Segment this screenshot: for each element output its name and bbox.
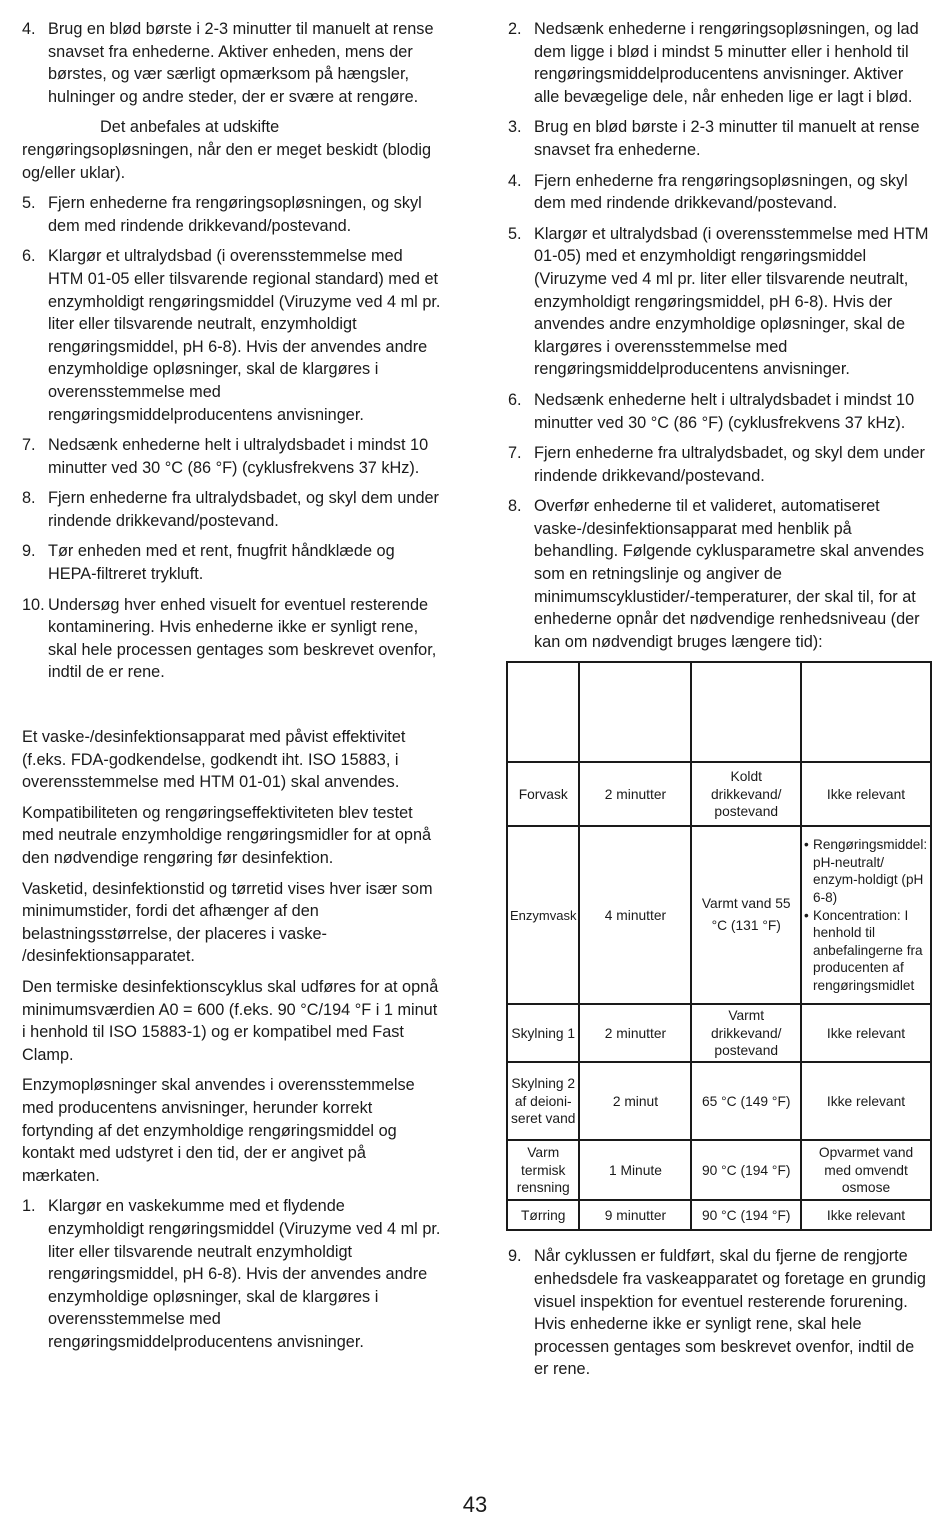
table-cell: 90 °C (194 °F) xyxy=(691,1200,801,1230)
item-text: Klargør et ultralydsbad (i overensstemmelse med HTM 01-05 eller tilsvarende regional standard) med et enzymholdigt rengøringsmiddel (Viruzyme ved 4 ml pr. liter eller tilsvarende neutralt, enzymholdigt rengøringsmiddel, pH 6-8). Hvis der anvendes andre enzymholdige opløsninger, skal de klargøres i overensstemmelse med rengøringsmiddelproducentens anvisninger. xyxy=(48,247,441,424)
left-column xyxy=(22,18,442,1361)
table-row xyxy=(507,762,931,826)
list-item xyxy=(508,223,932,381)
table-cell: Tørring xyxy=(507,1200,579,1230)
paragraph: Et vaske-/desinfektionsapparat med påvist effektivitet (f.eks. FDA-godkendelse, godkendt iht. ISO 15883, i overensstemmelse med HTM 01-01) skal anvendes. xyxy=(22,728,406,792)
right-column xyxy=(508,18,932,1389)
table-cell xyxy=(801,826,931,1004)
item-number: 5. xyxy=(22,194,36,213)
table-cell: Forvask xyxy=(507,762,579,826)
list-item xyxy=(22,192,442,237)
list-item xyxy=(22,594,442,684)
list-item xyxy=(508,1245,932,1381)
list-item xyxy=(22,1195,442,1353)
page-number: 43 xyxy=(462,1492,488,1517)
list-item xyxy=(22,434,442,479)
bullet-text: Rengøringsmiddel: pH-neutralt/ enzym-holdigt (pH 6-8) xyxy=(813,837,928,906)
bullet-icon: • xyxy=(804,907,809,923)
item-text: Overfør enhederne til et valideret, automatiseret vaske-/desinfektionsapparat med henblik på behandling. Følgende cyklusparametre skal anvendes som en retningslinje og angiver de minimumscyklustider/-temperaturer, der skal til, for at enhederne opnår det nødvendige renhedsniveau (der kan om nødvendigt bruges længere tid): xyxy=(534,497,925,651)
header-cell xyxy=(507,662,579,762)
table-cell: Ikke relevant xyxy=(801,1200,931,1230)
list-item xyxy=(22,245,442,426)
item-number: 8. xyxy=(22,489,36,508)
table-cell: Ikke relevant xyxy=(801,762,931,826)
table-cell: 65 °C (149 °F) xyxy=(691,1062,801,1140)
table-cell: 4 minutter xyxy=(579,826,691,1004)
item-number: 9. xyxy=(508,1247,522,1266)
item-number: 5. xyxy=(508,224,522,243)
list-item xyxy=(22,540,442,585)
table-row xyxy=(507,1004,931,1062)
item-text: Fjern enhederne fra ultralydsbadet, og skyl dem under rindende drikkevand/postevand. xyxy=(534,444,925,485)
table-row xyxy=(507,1140,931,1200)
item-text: Når cyklussen er fuldført, skal du fjerne de rengjorte enhedsdele fra vaskeapparatet og foretage en grundig visuel inspektion for eventuel resterende forurening. Hvis enhederne ikke er synligt rene, skal hele processen gentages som beskrevet ovenfor, indtil de er rene. xyxy=(534,1247,926,1379)
table-cell: 2 minutter xyxy=(579,762,691,826)
table-cell: Ikke relevant xyxy=(801,1062,931,1140)
item-number: 3. xyxy=(508,118,522,137)
table-cell: Enzymvask xyxy=(507,826,579,1004)
paragraph: Den termiske desinfektionscyklus skal udføres for at opnå minimumsværdien A0 = 600 (f.eks. 90 °C/194 °F i 1 minut i henhold til ISO 15883-1) og er kompatibel med Fast Clamp. xyxy=(22,977,439,1064)
table-header-row xyxy=(507,662,931,762)
list-item xyxy=(508,116,932,161)
paragraph: Vasketid, desinfektionstid og tørretid vises hver især som minimumstider, fordi det afhænger af den belastningsstørrelse, der placeres i vaske- /desinfektionsapparatet. xyxy=(22,879,433,966)
item-number: 9. xyxy=(22,542,36,561)
table-cell: Opvarmet vand med omvendt osmose xyxy=(801,1140,931,1200)
table-cell: Varm termisk rensning xyxy=(507,1140,579,1200)
table-cell: Ikke relevant xyxy=(801,1004,931,1062)
item-number: 6. xyxy=(22,247,36,266)
paragraph: Kompatibiliteten og rengøringseffektiviteten blev testet med neutrale enzymholdige rengøringsmidler for at opnå den nødvendige rengøring før desinfektion. xyxy=(22,803,432,867)
item-text: Fjern enhederne fra rengøringsopløsningen, og skyl dem med rindende drikkevand/postevand. xyxy=(48,194,422,235)
table-cell: 2 minutter xyxy=(579,1004,691,1062)
list-item xyxy=(22,18,442,108)
bullet-item xyxy=(804,836,928,906)
item-text: Undersøg hver enhed visuelt for eventuel resterende kontaminering. Hvis enhederne ikke er synligt rene, skal hele processen gentages som beskrevet ovenfor, indtil de er rene. xyxy=(48,595,437,682)
item-number: 4. xyxy=(508,171,522,190)
bullet-item xyxy=(804,907,928,995)
note-paragraph: Det anbefales at udskifte rengøringsopløsningen, når den er meget beskidt (blodig og/eller uklar). xyxy=(22,118,432,182)
item-text: Fjern enhederne fra ultralydsbadet, og skyl dem under rindende drikkevand/postevand. xyxy=(48,489,439,530)
item-text: Nedsænk enhederne helt i ultralydsbadet i mindst 10 minutter ved 30 °C (86 °F) (cyklusfrekvens 37 kHz). xyxy=(534,390,915,432)
paragraph: Enzymopløsninger skal anvendes i overensstemmelse med producentens anvisninger, herunder korrekt fortynding af det enzymholdige rengøringsmiddel og kontakt med udstyret i den tid, der er angivet på mærkaten. xyxy=(22,1076,415,1185)
item-text: Fjern enhederne fra rengøringsopløsningen, og skyl dem med rindende drikkevand/postevand. xyxy=(534,171,908,213)
item-number: 4. xyxy=(22,20,36,38)
table-cell: 1 Minute xyxy=(579,1140,691,1200)
item-text: Tør enheden med et rent, fnugfrit håndklæde og HEPA-filtreret trykluft. xyxy=(48,542,395,584)
table-row xyxy=(507,1062,931,1140)
bullet-icon: • xyxy=(804,837,809,853)
item-text: Brug en blød børste i 2-3 minutter til manuelt at rense snavset fra enhederne. Aktiver enheden, mens der børstes, og vær særligt opmærksom på hængsler, hulninger og andre steder, der er svære at rengøre. xyxy=(48,20,434,106)
table-cell: Varmt drikkevand/ postevand xyxy=(691,1004,801,1062)
item-number: 7. xyxy=(508,444,522,463)
item-text: Nedsænk enhederne i rengøringsopløsningen, og lad dem ligge i blød i mindst 5 minutter eller i henhold til rengøringsmiddelproducentens anvisninger. Aktiver alle bevægelige dele, når enheden lige er lagt i blød. xyxy=(534,20,919,106)
list-item xyxy=(508,389,932,434)
table-cell: 90 °C (194 °F) xyxy=(691,1140,801,1200)
list-item xyxy=(508,495,932,653)
list-item xyxy=(508,442,932,487)
table-cell: Skylning 2 af deioni- seret vand xyxy=(507,1062,579,1140)
item-number: 1. xyxy=(22,1197,36,1216)
table-cell: Skylning 1 xyxy=(507,1004,579,1062)
item-text: Klargør en vaskekumme med et flydende enzymholdigt rengøringsmiddel (Viruzyme ved 4 ml pr. liter eller tilsvarende neutralt enzymholdigt rengøringsmiddel, pH 6-8). Hvis der anvendes andre enzymholdige opløsninger, skal de klargøres i overensstemmelse med rengøringsmiddelproducentens anvisninger. xyxy=(48,1197,441,1351)
table-cell: Varmt vand 55 °C (131 °F) xyxy=(691,826,801,1004)
header-cell xyxy=(691,662,801,762)
list-item xyxy=(508,170,932,215)
table-cell: Koldt drikkevand/ postevand xyxy=(691,762,801,826)
item-number: 2. xyxy=(508,20,522,38)
cycle-parameters-table xyxy=(506,661,932,1231)
header-cell xyxy=(579,662,691,762)
item-text: Brug en blød børste i 2-3 minutter til manuelt at rense snavset fra enhederne. xyxy=(534,118,920,159)
spacer xyxy=(22,692,442,726)
bullet-text: Koncentration: I henhold til anbefalingerne fra producenten af rengøringsmidlet xyxy=(813,907,923,994)
table-cell: 9 minutter xyxy=(579,1200,691,1230)
table-row xyxy=(507,1200,931,1230)
item-number: 6. xyxy=(508,390,522,409)
list-item xyxy=(22,487,442,532)
item-number: 10. xyxy=(22,595,45,614)
item-text: Klargør et ultralydsbad (i overensstemmelse med HTM 01-05) med et enzymholdigt rengøringsmiddel (Viruzyme ved 4 ml pr. liter eller tilsvarende neutralt, enzymholdigt rengøringsmiddel, pH 6-8). Hvis der anvendes andre enzymholdige opløsninger, skal de klargøres i overensstemmelse med rengøringsmiddelproducentens anvisninger. xyxy=(534,224,929,379)
item-number: 8. xyxy=(508,497,522,516)
list-item xyxy=(508,18,932,108)
item-text: Nedsænk enhederne helt i ultralydsbadet i mindst 10 minutter ved 30 °C (86 °F) (cyklusfrekvens 37 kHz). xyxy=(48,436,429,477)
table-row xyxy=(507,826,931,1004)
item-number: 7. xyxy=(22,436,36,455)
table-cell: 2 minut xyxy=(579,1062,691,1140)
header-cell xyxy=(801,662,931,762)
